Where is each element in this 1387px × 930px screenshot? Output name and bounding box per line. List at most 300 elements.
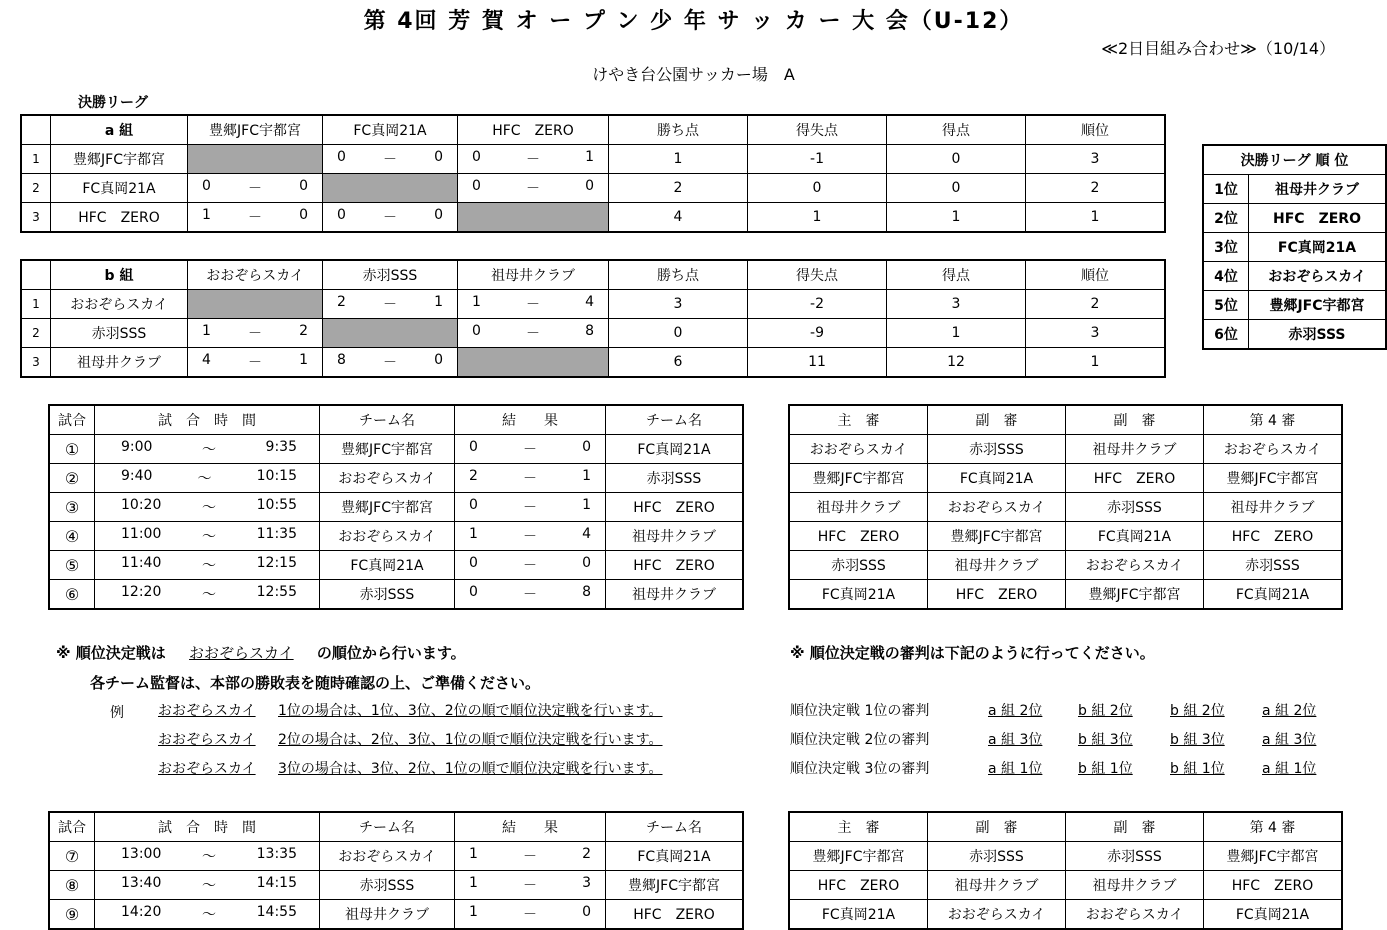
header-cell: 順位: [1026, 260, 1166, 290]
score-home: 2: [469, 468, 478, 484]
note-left-line1: [56, 642, 466, 663]
result-cell: [188, 348, 323, 378]
result-cell: [323, 203, 458, 233]
header-cell: チーム名: [320, 812, 455, 842]
ref-note-assignment: a 組 3位: [988, 732, 1043, 748]
points-cell: 2: [609, 174, 748, 203]
referee-header: 第 4 審: [1204, 405, 1343, 435]
result-cell: [323, 319, 458, 348]
header-cell: 結 果: [455, 812, 606, 842]
example-text: 1位の場合は、1位、3位、2位の順で順位決定戦を行います。: [278, 703, 663, 719]
score-left: 4: [202, 352, 211, 368]
score-dash: －: [248, 181, 262, 197]
ranking-row: [1203, 233, 1386, 262]
time-tilde: ～: [202, 878, 216, 894]
ranking-row: [1203, 291, 1386, 320]
away-team: HFC ZERO: [606, 551, 744, 580]
referee-cell: 豊郷JFC宇都宮: [1204, 464, 1343, 493]
group-a-table: [20, 114, 1166, 233]
score-pair: [455, 555, 605, 575]
score-left: 0: [202, 178, 211, 194]
score-dash: －: [248, 326, 262, 342]
match-row: [49, 871, 743, 900]
score-right: 8: [585, 323, 594, 339]
ranking-position: 2位: [1203, 204, 1249, 233]
score-dash: －: [248, 210, 262, 226]
referee-row: [789, 551, 1342, 580]
score-right: 2: [299, 323, 308, 339]
away-team: FC真岡21A: [606, 842, 744, 871]
ranking-header-row: [1203, 145, 1386, 175]
home-team: 赤羽SSS: [320, 580, 455, 610]
match-result: [455, 871, 606, 900]
example-text: 2位の場合は、2位、3位、1位の順で順位決定戦を行います。: [278, 732, 663, 748]
score-away: 0: [582, 439, 591, 455]
table-row: [21, 319, 1165, 348]
score-pair: [188, 323, 322, 343]
score-pair: [323, 149, 457, 169]
goals-cell: 1: [887, 203, 1026, 233]
header-cell: 勝ち点: [609, 260, 748, 290]
time-start: 13:00: [121, 846, 162, 862]
referee-cell: 赤羽SSS: [928, 842, 1066, 871]
score-left: 1: [202, 207, 211, 223]
ranking-row: [1203, 262, 1386, 291]
note-left-team: おおぞらスカイ: [189, 644, 294, 662]
referee-cell: 豊郷JFC宇都宮: [789, 464, 928, 493]
score-left: 2: [337, 294, 346, 310]
time-range: [95, 904, 319, 924]
score-right: 0: [585, 178, 594, 194]
time-end: 13:35: [256, 846, 297, 862]
score-dash: －: [248, 355, 262, 371]
home-team: おおぞらスカイ: [320, 522, 455, 551]
header-cell: b 組: [51, 260, 188, 290]
result-cell: [458, 319, 609, 348]
score-pair: [188, 352, 322, 372]
result-cell: [188, 290, 323, 319]
note-right-title: ※ 順位決定戦の審判は下記のように行ってください。: [790, 644, 1155, 662]
score-dash: －: [523, 500, 537, 516]
points-cell: 6: [609, 348, 748, 378]
away-team: HFC ZERO: [606, 900, 744, 930]
referee-row: [789, 435, 1342, 464]
ref-note-label: 順位決定戦 3位の審判: [790, 761, 930, 777]
header-blank: [21, 115, 51, 145]
score-dash: －: [523, 529, 537, 545]
result-cell: [188, 174, 323, 203]
away-team: 豊郷JFC宇都宮: [606, 871, 744, 900]
time-tilde: ～: [197, 471, 212, 487]
ref-note-assignment: b 組 1位: [1078, 761, 1133, 777]
header-cell: 順位: [1026, 115, 1166, 145]
goals-cell: 1: [887, 319, 1026, 348]
row-number: 2: [21, 319, 51, 348]
match-number: ②: [49, 464, 95, 493]
referee-header: 主 審: [789, 405, 928, 435]
time-tilde: ～: [202, 587, 216, 603]
goals-cell: 12: [887, 348, 1026, 378]
score-left: 0: [472, 149, 481, 165]
referee-row: [789, 580, 1342, 610]
rank-cell: 3: [1026, 145, 1166, 174]
schedule2-referee-table: [788, 811, 1343, 930]
ranking-team: おおぞらスカイ: [1249, 262, 1387, 291]
referee-cell: おおぞらスカイ: [1204, 435, 1343, 464]
result-cell: [458, 203, 609, 233]
table-header-row: [49, 812, 743, 842]
result-cell: [458, 145, 609, 174]
match-number: ⑤: [49, 551, 95, 580]
score-pair: [455, 904, 605, 924]
rank-cell: 2: [1026, 290, 1166, 319]
score-home: 0: [469, 439, 478, 455]
time-tilde: ～: [202, 500, 216, 516]
ref-note-assignment: a 組 1位: [988, 761, 1043, 777]
time-end: 14:55: [256, 904, 297, 920]
team-name: 赤羽SSS: [51, 319, 188, 348]
home-team: 豊郷JFC宇都宮: [320, 435, 455, 464]
table-header-row: [21, 260, 1165, 290]
table-header-row: [49, 405, 743, 435]
referee-cell: 赤羽SSS: [928, 435, 1066, 464]
goal-diff-cell: -9: [748, 319, 887, 348]
score-pair: [323, 207, 457, 227]
score-left: 0: [337, 149, 346, 165]
match-result: [455, 464, 606, 493]
match-number: ⑨: [49, 900, 95, 930]
match-row: [49, 900, 743, 930]
example-team: おおぞらスカイ: [158, 732, 256, 748]
ranking-position: 1位: [1203, 175, 1249, 204]
referee-cell: HFC ZERO: [1066, 464, 1204, 493]
header-cell: おおぞらスカイ: [188, 260, 323, 290]
result-cell: [458, 290, 609, 319]
score-home: 0: [469, 584, 478, 600]
time-range: [95, 439, 319, 459]
score-pair: [458, 294, 608, 314]
referee-cell: 赤羽SSS: [789, 551, 928, 580]
referee-header: 主 審: [789, 812, 928, 842]
header-cell: 祖母井クラブ: [458, 260, 609, 290]
ranking-team: 赤羽SSS: [1249, 320, 1387, 350]
ranking-team: HFC ZERO: [1249, 204, 1387, 233]
referee-row: [789, 900, 1342, 930]
away-team: 祖母井クラブ: [606, 580, 744, 610]
referee-cell: おおぞらスカイ: [928, 900, 1066, 930]
score-right: 1: [434, 294, 443, 310]
time-start: 9:40: [121, 468, 153, 484]
referee-cell: FC真岡21A: [928, 464, 1066, 493]
score-pair: [455, 497, 605, 517]
time-range: [95, 497, 319, 517]
score-dash: －: [383, 355, 397, 371]
header-cell: 得失点: [748, 260, 887, 290]
goal-diff-cell: 11: [748, 348, 887, 378]
ranking-title: 決勝リーグ 順 位: [1203, 145, 1386, 175]
time-end: 12:15: [256, 555, 297, 571]
match-time: [95, 871, 320, 900]
away-team: HFC ZERO: [606, 493, 744, 522]
table-row: [21, 203, 1165, 233]
table-header-row: [789, 812, 1342, 842]
header-cell: チーム名: [320, 405, 455, 435]
ref-note-assignment: b 組 3位: [1078, 732, 1133, 748]
points-cell: 4: [609, 203, 748, 233]
score-dash: －: [523, 878, 537, 894]
row-number: 3: [21, 203, 51, 233]
ref-note-label: 順位決定戦 1位の審判: [790, 703, 930, 719]
score-away: 4: [582, 526, 591, 542]
result-cell: [458, 348, 609, 378]
home-team: 豊郷JFC宇都宮: [320, 493, 455, 522]
score-dash: －: [523, 587, 537, 603]
referee-cell: HFC ZERO: [789, 522, 928, 551]
match-row: [49, 493, 743, 522]
team-name: 豊郷JFC宇都宮: [51, 145, 188, 174]
referee-cell: おおぞらスカイ: [1066, 551, 1204, 580]
match-number: ③: [49, 493, 95, 522]
time-start: 13:40: [121, 875, 162, 891]
away-team: 赤羽SSS: [606, 464, 744, 493]
ref-note-assignment: b 組 2位: [1078, 703, 1133, 719]
referee-header: 副 審: [1066, 812, 1204, 842]
goal-diff-cell: 0: [748, 174, 887, 203]
referee-cell: 祖母井クラブ: [1204, 493, 1343, 522]
time-range: [95, 468, 319, 488]
score-left: 0: [337, 207, 346, 223]
score-away: 3: [582, 875, 591, 891]
time-start: 12:20: [121, 584, 162, 600]
result-cell: [323, 348, 458, 378]
match-time: [95, 580, 320, 610]
header-cell: 得点: [887, 115, 1026, 145]
score-right: 0: [434, 149, 443, 165]
time-end: 10:55: [256, 497, 297, 513]
referee-cell: 祖母井クラブ: [928, 871, 1066, 900]
home-team: FC真岡21A: [320, 551, 455, 580]
note-left-line2: 各チーム監督は、本部の勝敗表を随時確認の上、ご準備ください。: [90, 674, 541, 692]
header-cell: 得点: [887, 260, 1026, 290]
score-right: 0: [434, 352, 443, 368]
time-start: 11:40: [121, 555, 162, 571]
match-result: [455, 580, 606, 610]
match-time: [95, 551, 320, 580]
time-tilde: ～: [202, 907, 216, 923]
match-result: [455, 842, 606, 871]
referee-cell: FC真岡21A: [1204, 900, 1343, 930]
score-dash: －: [526, 297, 540, 313]
row-number: 1: [21, 290, 51, 319]
header-cell: 結 果: [455, 405, 606, 435]
schedule1-table: [48, 404, 744, 610]
row-number: 2: [21, 174, 51, 203]
score-home: 1: [469, 875, 478, 891]
match-row: [49, 435, 743, 464]
match-number: ①: [49, 435, 95, 464]
referee-cell: 祖母井クラブ: [1066, 871, 1204, 900]
score-away: 8: [582, 584, 591, 600]
score-pair: [458, 149, 608, 169]
score-pair: [455, 439, 605, 459]
result-cell: [323, 145, 458, 174]
score-pair: [455, 584, 605, 604]
score-dash: －: [383, 210, 397, 226]
result-cell: [458, 174, 609, 203]
schedule1-referee-table: [788, 404, 1343, 610]
score-right: 1: [299, 352, 308, 368]
team-name: 祖母井クラブ: [51, 348, 188, 378]
referee-cell: FC真岡21A: [789, 900, 928, 930]
team-name: HFC ZERO: [51, 203, 188, 233]
ranking-team: FC真岡21A: [1249, 233, 1387, 262]
rank-cell: 3: [1026, 319, 1166, 348]
time-range: [95, 555, 319, 575]
score-home: 1: [469, 526, 478, 542]
match-time: [95, 522, 320, 551]
referee-cell: HFC ZERO: [928, 580, 1066, 610]
example-label: 例: [110, 705, 124, 721]
score-away: 1: [582, 468, 591, 484]
ref-note-assignment: a 組 2位: [988, 703, 1043, 719]
time-tilde: ～: [202, 442, 216, 458]
table-row: [21, 145, 1165, 174]
time-range: [95, 584, 319, 604]
score-dash: －: [383, 152, 397, 168]
result-cell: [188, 319, 323, 348]
example-team: おおぞらスカイ: [158, 761, 256, 777]
header-cell: HFC ZERO: [458, 115, 609, 145]
points-cell: 1: [609, 145, 748, 174]
score-pair: [455, 526, 605, 546]
row-number: 3: [21, 348, 51, 378]
ref-note-assignment: a 組 2位: [1262, 703, 1317, 719]
match-time: [95, 842, 320, 871]
score-dash: －: [526, 152, 540, 168]
score-left: 1: [202, 323, 211, 339]
score-pair: [455, 846, 605, 866]
score-pair: [323, 294, 457, 314]
row-number: 1: [21, 145, 51, 174]
time-start: 9:00: [121, 439, 153, 455]
time-tilde: ～: [202, 558, 216, 574]
referee-cell: 祖母井クラブ: [1066, 435, 1204, 464]
referee-cell: FC真岡21A: [789, 580, 928, 610]
points-cell: 3: [609, 290, 748, 319]
rank-cell: 1: [1026, 348, 1166, 378]
goals-cell: 0: [887, 174, 1026, 203]
referee-row: [789, 522, 1342, 551]
score-away: 0: [582, 904, 591, 920]
referee-cell: 祖母井クラブ: [928, 551, 1066, 580]
away-team: FC真岡21A: [606, 435, 744, 464]
league-caption: 決勝リーグ: [78, 95, 148, 111]
match-number: ④: [49, 522, 95, 551]
referee-cell: 豊郷JFC宇都宮: [789, 842, 928, 871]
goals-cell: 3: [887, 290, 1026, 319]
header-cell: 豊郷JFC宇都宮: [188, 115, 323, 145]
score-dash: －: [523, 471, 537, 487]
score-home: 1: [469, 846, 478, 862]
match-time: [95, 900, 320, 930]
score-right: 0: [299, 178, 308, 194]
ranking-table: [1202, 144, 1387, 350]
goal-diff-cell: -2: [748, 290, 887, 319]
header-cell: 赤羽SSS: [323, 260, 458, 290]
time-start: 14:20: [121, 904, 162, 920]
score-right: 0: [299, 207, 308, 223]
score-left: 0: [472, 178, 481, 194]
referee-cell: 祖母井クラブ: [789, 493, 928, 522]
venue-label: けやき台公園サッカー場 A: [592, 65, 795, 84]
match-time: [95, 464, 320, 493]
referee-row: [789, 464, 1342, 493]
ref-note-assignment: a 組 1位: [1262, 761, 1317, 777]
table-header-row: [789, 405, 1342, 435]
score-right: 1: [585, 149, 594, 165]
table-row: [21, 348, 1165, 378]
match-result: [455, 435, 606, 464]
score-home: 0: [469, 497, 478, 513]
match-row: [49, 580, 743, 610]
score-dash: －: [523, 849, 537, 865]
score-dash: －: [526, 326, 540, 342]
score-away: 2: [582, 846, 591, 862]
team-name: FC真岡21A: [51, 174, 188, 203]
referee-cell: HFC ZERO: [1204, 522, 1343, 551]
ref-note-assignment: b 組 2位: [1170, 703, 1225, 719]
match-time: [95, 435, 320, 464]
home-team: 赤羽SSS: [320, 871, 455, 900]
score-pair: [458, 323, 608, 343]
points-cell: 0: [609, 319, 748, 348]
match-result: [455, 522, 606, 551]
team-name: おおぞらスカイ: [51, 290, 188, 319]
example-team: おおぞらスカイ: [158, 703, 256, 719]
result-cell: [188, 203, 323, 233]
ranking-position: 5位: [1203, 291, 1249, 320]
page-subtitle: ≪2日目組み合わせ≫（10/14）: [1101, 39, 1335, 58]
time-start: 10:20: [121, 497, 162, 513]
referee-cell: 豊郷JFC宇都宮: [928, 522, 1066, 551]
rank-cell: 2: [1026, 174, 1166, 203]
ranking-team: 豊郷JFC宇都宮: [1249, 291, 1387, 320]
score-pair: [188, 207, 322, 227]
score-left: 0: [472, 323, 481, 339]
match-result: [455, 551, 606, 580]
note-left-prefix: ※ 順位決定戦は: [56, 644, 166, 662]
score-dash: －: [383, 297, 397, 313]
schedule2-table: [48, 811, 744, 930]
time-range: [95, 526, 319, 546]
page-title: 第 4回 芳 賀 オ ー プ ン 少 年 サ ッ カ ー 大 会（U-12）: [363, 9, 1024, 34]
header-blank: [21, 260, 51, 290]
match-row: [49, 464, 743, 493]
match-row: [49, 522, 743, 551]
example-text: 3位の場合は、3位、2位、1位の順で順位決定戦を行います。: [278, 761, 663, 777]
match-result: [455, 900, 606, 930]
time-range: [95, 846, 319, 866]
group-b-table: [20, 259, 1166, 378]
referee-row: [789, 842, 1342, 871]
match-time: [95, 493, 320, 522]
score-pair: [455, 875, 605, 895]
goal-diff-cell: 1: [748, 203, 887, 233]
time-end: 10:15: [256, 468, 297, 484]
referee-cell: FC真岡21A: [1066, 522, 1204, 551]
header-cell: 試 合 時 間: [95, 405, 320, 435]
home-team: おおぞらスカイ: [320, 842, 455, 871]
